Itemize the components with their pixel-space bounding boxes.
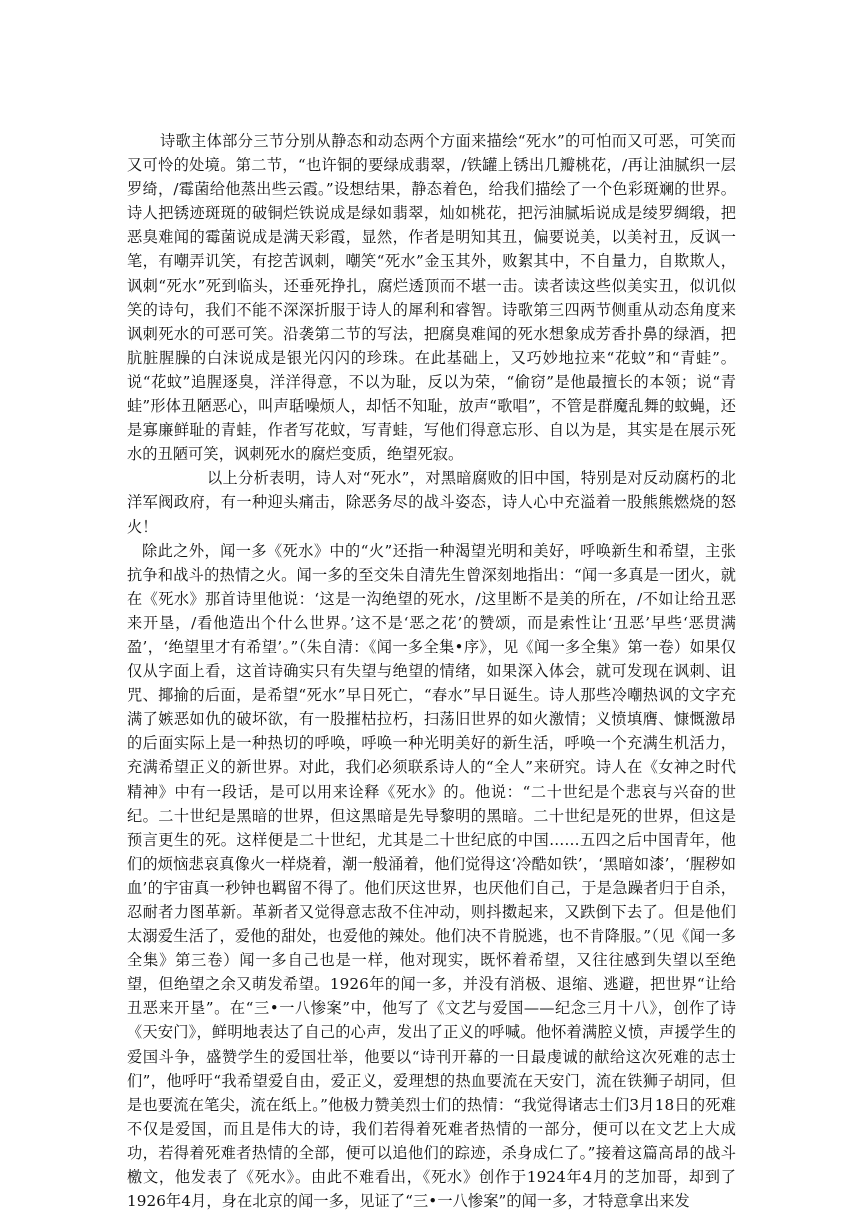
- article-body: [127, 129, 736, 1213]
- paragraph-fire-of-hope: 除此之外，闻一多《死水》中的“火”还指一种渴望光明和美好，呼唤新生和希望，主张抗争和战斗的热情之火。闻一多的至交朱自清先生曾深刻地指出：“闻一多真是一团火，就在《死水》那首诗里他说：‘这是一沟绝望的死水，/这里断不是美的所在，/不如让给丑恶来开垦，/看他造出个什么世界。’这不是‘恶之花’的赞颂，而是索性让‘丑恶’早些‘恶贯满盈’，‘绝望里才有希望’。”（朱自清：《闻一多全集•序》，见《闻一多全集》第一卷）如果仅仅从字面上看，这首诗确实只有失望与绝望的情绪，如果深入体会，就可发现在讽刺、诅咒、揶揄的后面，是希望“死水”早日死亡，“春水”早日诞生。诗人那些冷嘲热讽的文字充满了嫉恶如仇的破坏欲，有一股摧枯拉朽，扫荡旧世界的如火激情；义愤填膺、慷慨激昂的后面实际上是一种热切的呼唤，呼唤一种光明美好的新生活，呼唤一个充满生机活力，充满希望正义的新世界。对此，我们必须联系诗人的“全人”来研究。诗人在《女神之时代精神》中有一段话，是可以用来诠释《死水》的。他说：“二十世纪是个悲哀与兴奋的世纪。二十世纪是黑暗的世界，但这黑暗是先导黎明的黑暗。二十世纪是死的世界，但这是预言更生的死。这样便是二十世纪，尤其是二十世纪底的中国……五四之后中国青年，他们的烦恼悲哀真像火一样烧着，潮一般涌着，他们觉得这‘冷酷如铁’，‘黑暗如漆’，‘腥秽如血’的宇宙真一秒钟也羁留不得了。他们厌这世界，也厌他们自己，于是急躁者归于自杀，忍耐者力图革新。革新者又觉得意志敌不住冲动，则抖擞起来，又跌倒下去了。但是他们太溺爱生活了，爱他的甜处，也爱他的辣处。他们决不肯脱逃，也不肯降服。”（见《闻一多全集》第三卷）闻一多自己也是一样，他对现实，既怀着希望，又往往感到失望以至绝望，但绝望之余又萌发希望。1926年的闻一多，并没有消极、退缩、逃避，把世界“让给丑恶来开垦”。在“三•一八惨案”中，他写了《文艺与爱国——纪念三月十八》，创作了诗《天安门》，鲜明地表达了自己的心声，发出了正义的呼喊。他怀着满腔义愤，声援学生的爱国斗争，盛赞学生的爱国壮举，他要以“诗刊开幕的一日最虔诚的献给这次死难的志士们”，他呼吁“我希望爱自由，爱正义，爱理想的热血要流在天安门，流在铁狮子胡同，但是也要流在笔尖，流在纸上。”他极力赞美烈士们的热情：“我觉得诸志士们3月18日的死难不仅是爱国，而且是伟大的诗，我们若得着死难者热情的一部分，便可以在文艺上大成功，若得着死难者热情的全部，便可以追他们的踪迹，杀身成仁了。”接着这篇高昂的战斗檄文，他发表了《死水》。由此不难看出，《死水》创作于1924年4月的芝加哥，却到了1926年4月，身在北京的闻一多，见证了“三•一八惨案”的闻一多，才特意拿出来发: [127, 541, 736, 1211]
- paragraph-analysis-conclusion: 以上分析表明，诗人对“死水”，对黑暗腐败的旧中国，特别是对反动腐朽的北洋军阀政府，有一种迎头痛击，除恶务尽的战斗姿态，诗人心中充溢着一股熊熊燃烧的怒火！: [127, 469, 736, 536]
- paragraph-static-dynamic-analysis: 诗歌主体部分三节分别从静态和动态两个方面来描绘“死水”的可怕而又可恶，可笑而又可怜的处境。第二节，“也许铜的要绿成翡翠，/铁罐上锈出几瓣桃花，/再让油腻织一层罗绮，/霉菌给他蒸出些云霞。”设想结果，静态着色，给我们描绘了一个色彩斑斓的世界。诗人把锈迹斑斑的破铜烂铁说成是绿如翡翠，灿如桃花，把污油腻垢说成是绫罗绸缎，把恶臭难闻的霉菌说成是满天彩霞，显然，作者是明知其丑，偏要说美，以美衬丑，反讽一笔，有嘲弄讥笑，有挖苦讽刺，嘲笑“死水”金玉其外，败絮其中，不自量力，自欺欺人，讽刺“死水”死到临头，还垂死挣扎，腐烂透顶而不堪一击。读者读这些似美实丑，似讥似笑的诗句，我们不能不深深折服于诗人的犀利和睿智。诗歌第三四两节侧重从动态角度来讽刺死水的可恶可笑。沿袭第二节的写法，把腐臭难闻的死水想象成芳香扑鼻的绿酒，把肮脏腥臊的白沫说成是银光闪闪的珍珠。在此基础上，又巧妙地拉来“花蚊”和“青蛙”。说“花蚊”追腥逐臭，洋洋得意，不以为耻，反以为荣，“偷窃”是他最擅长的本领；说“青蛙”形体丑陋恶心，叫声聒噪烦人，却恬不知耻，放声“歌唱”，不管是群魔乱舞的蚊蝇，还是寡廉鲜耻的青蛙，作者写花蚊，写青蛙，写他们得意忘形、自以为是，其实是在展示死水的丑陋可笑，讽刺死水的腐烂变质，绝望死寂。: [127, 132, 736, 464]
